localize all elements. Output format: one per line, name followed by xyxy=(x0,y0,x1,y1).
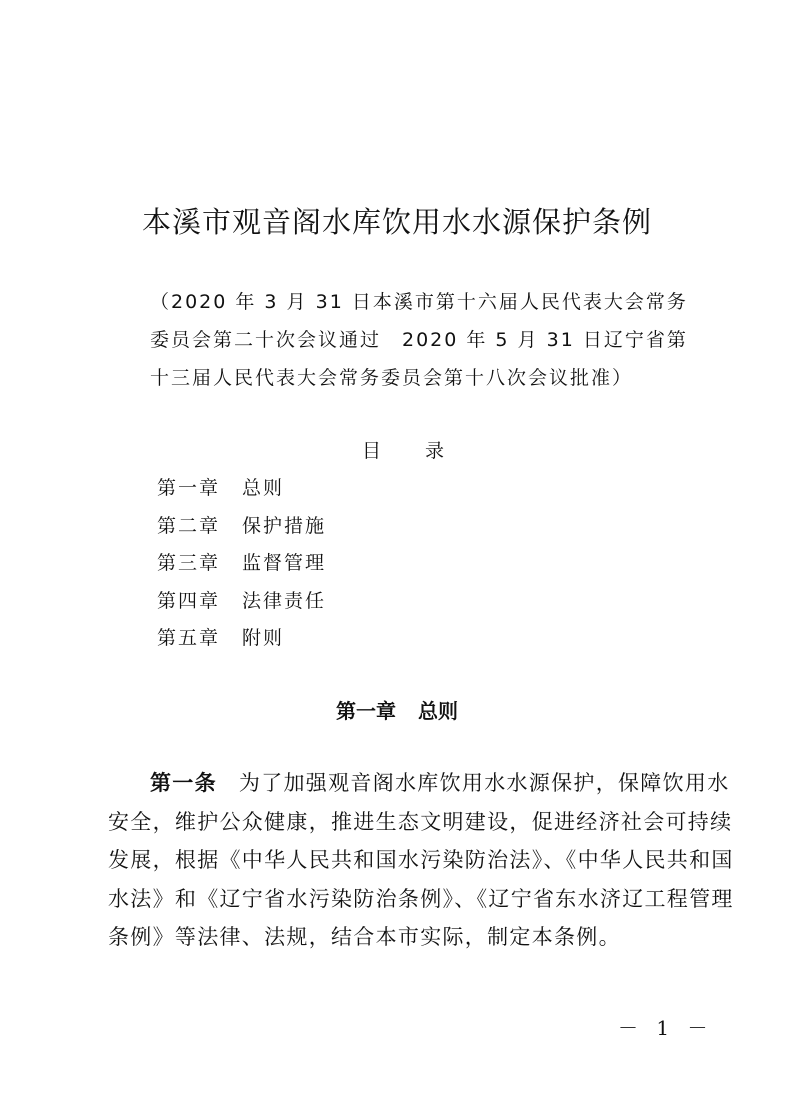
toc-heading xyxy=(362,436,444,463)
toc-item-title: 附则 xyxy=(242,627,285,649)
adoption-note-line: （2020 年 3 月 31 日本溪市第十六届人民代表大会常务 xyxy=(150,291,688,313)
article-line xyxy=(108,764,730,803)
article-1 xyxy=(108,764,734,957)
table-of-contents xyxy=(157,470,326,658)
toc-item-chapter-3[interactable] xyxy=(157,545,326,583)
toc-item-chapter-2[interactable] xyxy=(157,508,326,546)
toc-item-title: 监督管理 xyxy=(242,552,327,574)
toc-item-number: 第四章 xyxy=(157,589,221,612)
toc-heading-char: 目 xyxy=(362,440,382,462)
toc-heading-char: 录 xyxy=(425,440,445,462)
chapter-title: 总则 xyxy=(418,699,458,723)
toc-item-number: 第三章 xyxy=(157,552,221,574)
article-line: 水法》和《辽宁省水污染防治条例》、《辽宁省东水济辽工程管理 xyxy=(108,886,734,911)
article-label: 第一条 xyxy=(150,771,217,795)
adoption-note xyxy=(150,283,688,397)
toc-item-chapter-1[interactable] xyxy=(157,470,326,508)
toc-item-number: 第一章 xyxy=(157,477,221,499)
page-number: － 1 － xyxy=(618,1016,714,1040)
toc-item-title: 保护措施 xyxy=(242,514,327,537)
article-line: 安全，维护公众健康，推进生态文明建设，促进经济社会可持续 xyxy=(108,809,733,834)
adoption-note-line: 十三届人民代表大会常务委员会第十八次会议批准） xyxy=(150,367,634,389)
chapter-heading xyxy=(0,695,794,724)
toc-item-number: 第二章 xyxy=(157,514,221,537)
toc-item-chapter-4[interactable] xyxy=(157,583,326,621)
chapter-number: 第一章 xyxy=(336,699,396,723)
adoption-note-line: 委员会第二十次会议通过 2020 年 5 月 31 日辽宁省第 xyxy=(150,329,688,351)
toc-item-title: 总则 xyxy=(242,477,285,499)
article-text: 为了加强观音阁水库饮用水水源保护，保障饮用水 xyxy=(238,771,730,795)
toc-item-number: 第五章 xyxy=(157,627,221,649)
document-title: 本溪市观音阁水库饮用水水源保护条例 xyxy=(141,205,652,239)
toc-item-title: 法律责任 xyxy=(242,589,327,612)
article-line: 条例》等法律、法规，结合本市实际，制定本条例。 xyxy=(108,925,621,949)
toc-item-chapter-5[interactable] xyxy=(157,620,326,658)
article-line: 发展，根据《中华人民共和国水污染防治法》、《中华人民共和国 xyxy=(108,848,734,872)
